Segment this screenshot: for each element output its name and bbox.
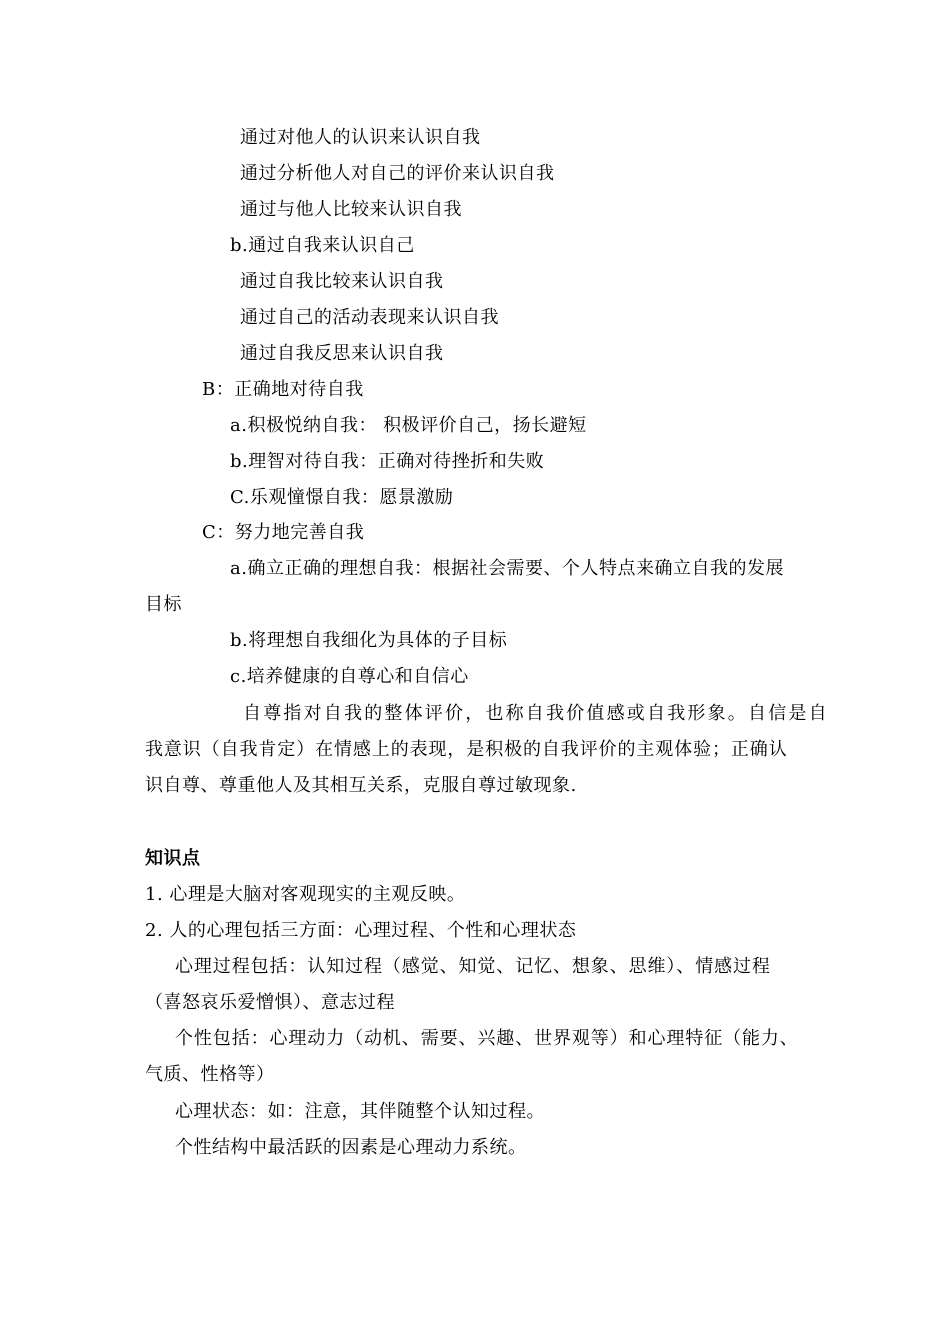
list-item: a.积极悦纳自我： 积极评价自己，扬长避短 [230, 415, 587, 436]
list-item: a.确立正确的理想自我：根据社会需要、个人特点来确立自我的发展 [230, 558, 784, 579]
list-item: 通过分析他人对自己的评价来认识自我 [240, 163, 555, 184]
list-item-continuation: 目标 [145, 594, 182, 615]
paragraph-line: 识自尊、尊重他人及其相互关系，克服自尊过敏现象. [145, 775, 577, 796]
subsection-heading: b.通过自我来认识自己 [230, 235, 415, 256]
list-item: 通过与他人比较来认识自我 [240, 199, 462, 220]
knowledge-point: 2. 人的心理包括三方面：心理过程、个性和心理状态 [145, 920, 577, 941]
knowledge-title: 知识点 [145, 848, 201, 869]
section-heading: C：努力地完善自我 [202, 522, 365, 543]
list-item: b.理智对待自我：正确对待挫折和失败 [230, 451, 545, 472]
list-item: 通过对他人的认识来认识自我 [240, 127, 481, 148]
paragraph-line: 我意识（自我肯定）在情感上的表现，是积极的自我评价的主观体验；正确认 [145, 739, 788, 760]
paragraph-line: 心理状态：如：注意，其伴随整个认知过程。 [175, 1101, 545, 1122]
list-item: c.培养健康的自尊心和自信心 [230, 666, 469, 687]
paragraph-line: 个性结构中最活跃的因素是心理动力系统。 [175, 1137, 527, 1158]
list-item: 通过自己的活动表现来认识自我 [240, 307, 499, 328]
knowledge-point: 1. 心理是大脑对客观现实的主观反映。 [145, 884, 466, 905]
paragraph-line: 心理过程包括：认知过程（感觉、知觉、记忆、想象、思维）、情感过程 [175, 956, 771, 977]
paragraph-line: 个性包括：心理动力（动机、需要、兴趣、世界观等）和心理特征（能力、 [175, 1028, 799, 1049]
list-item: C.乐观憧憬自我：愿景激励 [230, 487, 454, 508]
list-item: 通过自我反思来认识自我 [240, 343, 444, 364]
paragraph-line: （喜怒哀乐爱憎惧）、意志过程 [145, 992, 395, 1013]
list-item: b.将理想自我细化为具体的子目标 [230, 630, 508, 651]
paragraph-line: 气质、性格等） [145, 1064, 275, 1085]
paragraph-line: 自尊指对自我的整体评价，也称自我价值感或自我形象。自信是自 [243, 703, 829, 724]
list-item: 通过自我比较来认识自我 [240, 271, 444, 292]
section-heading: B：正确地对待自我 [202, 379, 364, 400]
